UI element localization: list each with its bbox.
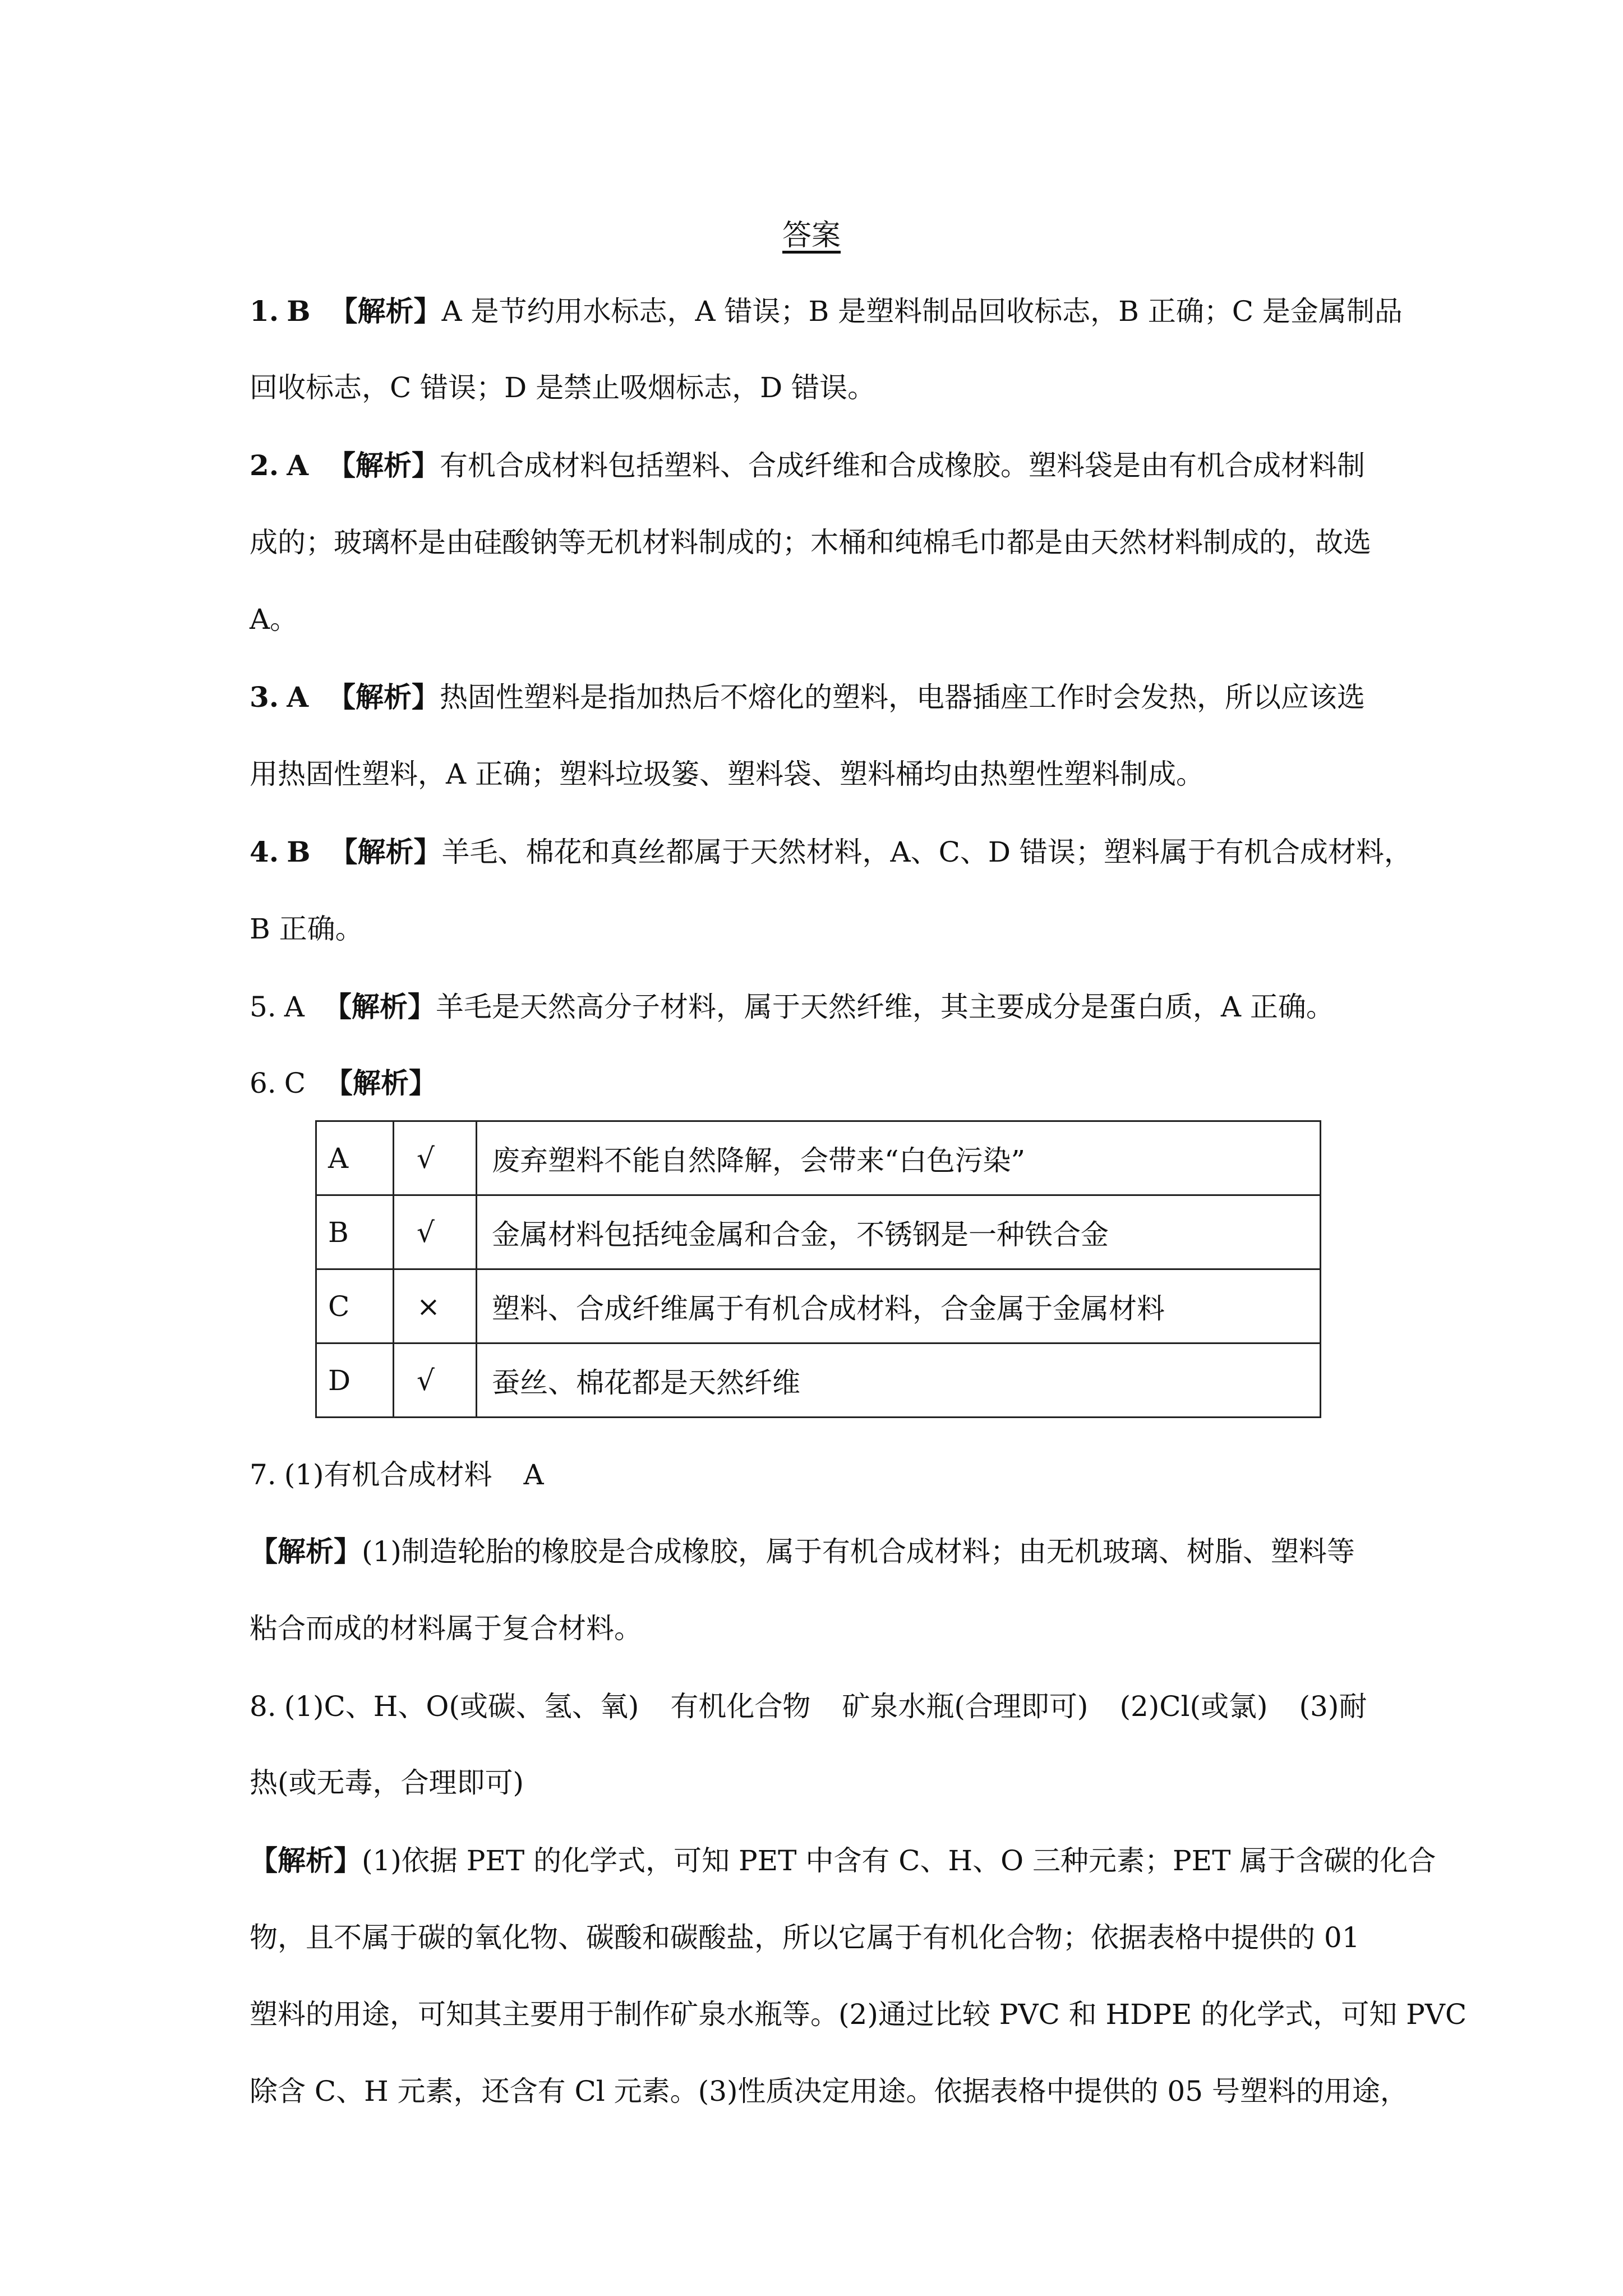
q7-line-3: 粘合而成的材料属于复合材料。	[250, 1612, 642, 1645]
q2-number: 2.	[250, 449, 279, 482]
q1-line-1	[250, 292, 1403, 331]
table-row	[316, 1269, 1321, 1343]
q2-analysis-text: 有机合成材料包括塑料、合成纤维和合成橡胶。塑料袋是由有机合成材料制	[440, 449, 1365, 482]
table-cell-text: 塑料、合成纤维属于有机合成材料，合金属于金属材料	[477, 1269, 1321, 1343]
q8-line-3	[250, 1841, 1436, 1880]
q8-answer-2: 有机化合物	[670, 1690, 811, 1723]
q6-analysis-table	[315, 1120, 1321, 1418]
q7-line-2	[250, 1532, 1394, 1571]
q8-answer-5: (3)耐	[1299, 1690, 1367, 1723]
q4-analysis-text: 羊毛、棉花和真丝都属于天然材料，A、C、D 错误；塑料属于有机合成材料，	[441, 836, 1412, 868]
table-cell-text: 蚕丝、棉花都是天然纤维	[477, 1343, 1321, 1418]
q3-line-2: 用热固性塑料，A 正确；塑料垃圾篓、塑料袋、塑料桶均由热塑性塑料制成。	[250, 758, 1205, 790]
table-row	[316, 1195, 1321, 1269]
q4-line-1	[250, 832, 1412, 872]
q8-line-4: 物，且不属于碳的氧化物、碳酸和碳酸盐，所以它属于有机化合物；依据表格中提供的 01	[250, 1921, 1360, 1954]
q2-line-1	[250, 446, 1394, 485]
q6-number: 6.	[250, 1067, 276, 1099]
q7-answer-2: A	[523, 1458, 544, 1491]
q1-number: 1.	[250, 295, 279, 328]
page-title: 答案	[782, 219, 841, 252]
q7-analysis-text: (1)制造轮胎的橡胶是合成橡胶，属于有机合成材料；由无机玻璃、树脂、塑料等	[362, 1535, 1355, 1568]
q3-answer: A	[287, 680, 308, 714]
q2-line-2: 成的；玻璃杯是由硅酸钠等无机材料制成的；木桶和纯棉毛巾都是由天然材料制成的，故选	[250, 526, 1371, 559]
table-cell-mark: √	[394, 1195, 477, 1269]
table-cell-text: 废弃塑料不能自然降解，会带来“白色污染”	[477, 1121, 1321, 1195]
q2-answer: A	[287, 449, 308, 482]
table-cell-text: 金属材料包括纯金属和合金，不锈钢是一种铁合金	[477, 1195, 1321, 1269]
q7-line-1	[250, 1455, 1394, 1494]
q6-answer: C	[284, 1067, 306, 1099]
table-row	[316, 1343, 1321, 1418]
q6-analysis-label: 【解析】	[324, 1066, 437, 1099]
q8-line-2: 热(或无毒，合理即可)	[250, 1766, 524, 1799]
q5-answer: A	[284, 991, 305, 1023]
q1-answer: B	[287, 295, 311, 328]
q3-analysis-label: 【解析】	[328, 680, 440, 714]
table-cell-mark: ×	[394, 1269, 477, 1343]
q8-answer-4: (2)Cl(或氯)	[1119, 1690, 1268, 1723]
q4-analysis-label: 【解析】	[329, 835, 442, 868]
table-cell-option: A	[316, 1121, 394, 1195]
q8-analysis-label: 【解析】	[250, 1844, 362, 1877]
q6-line-1	[250, 1064, 1394, 1103]
q7-analysis-label: 【解析】	[250, 1535, 362, 1568]
table-row	[316, 1121, 1321, 1195]
q8-number: 8.	[250, 1690, 276, 1723]
q3-line-1	[250, 678, 1394, 717]
table-cell-option: D	[316, 1343, 394, 1418]
q4-line-2: B 正确。	[250, 913, 363, 945]
table-cell-option: C	[316, 1269, 394, 1343]
q2-analysis-label: 【解析】	[328, 449, 440, 482]
q3-number: 3.	[250, 680, 279, 714]
q5-analysis-text: 羊毛是天然高分子材料，属于天然纤维，其主要成分是蛋白质，A 正确。	[435, 991, 1334, 1023]
q7-number: 7.	[250, 1458, 276, 1491]
q8-answer-3: 矿泉水瓶(合理即可)	[842, 1690, 1089, 1723]
table-cell-mark: √	[394, 1343, 477, 1418]
q5-number: 5.	[250, 991, 276, 1023]
q8-line-6: 除含 C、H 元素，还含有 Cl 元素。(3)性质决定用途。依据表格中提供的 05 号塑料的用途，	[250, 2075, 1408, 2108]
q3-analysis-text: 热固性塑料是指加热后不熔化的塑料，电器插座工作时会发热，所以应该选	[440, 681, 1365, 714]
q4-number: 4.	[250, 835, 279, 868]
q8-line-5: 塑料的用途，可知其主要用于制作矿泉水瓶等。(2)通过比较 PVC 和 HDPE 的化学式，可知 PVC	[250, 1998, 1467, 2031]
q1-line-2: 回收标志，C 错误；D 是禁止吸烟标志，D 错误。	[250, 371, 876, 404]
table-cell-option: B	[316, 1195, 394, 1269]
q2-line-3: A。	[250, 603, 298, 636]
q5-analysis-label: 【解析】	[323, 990, 436, 1023]
table-cell-mark: √	[394, 1121, 477, 1195]
q8-analysis-text: (1)依据 PET 的化学式，可知 PET 中含有 C、H、O 三种元素；PET 属于含碳的化合	[362, 1844, 1436, 1877]
q8-line-1	[250, 1687, 1394, 1726]
q1-analysis-text: A 是节约用水标志，A 错误；B 是塑料制品回收标志，B 正确；C 是金属制品	[441, 295, 1403, 328]
q5-line-1	[250, 987, 1394, 1027]
q1-analysis-label: 【解析】	[329, 295, 442, 328]
q4-answer: B	[287, 835, 311, 868]
q7-answer-1: (1)有机合成材料	[284, 1458, 492, 1491]
q8-answer-1: (1)C、H、O(或碳、氢、氧)	[284, 1690, 639, 1723]
